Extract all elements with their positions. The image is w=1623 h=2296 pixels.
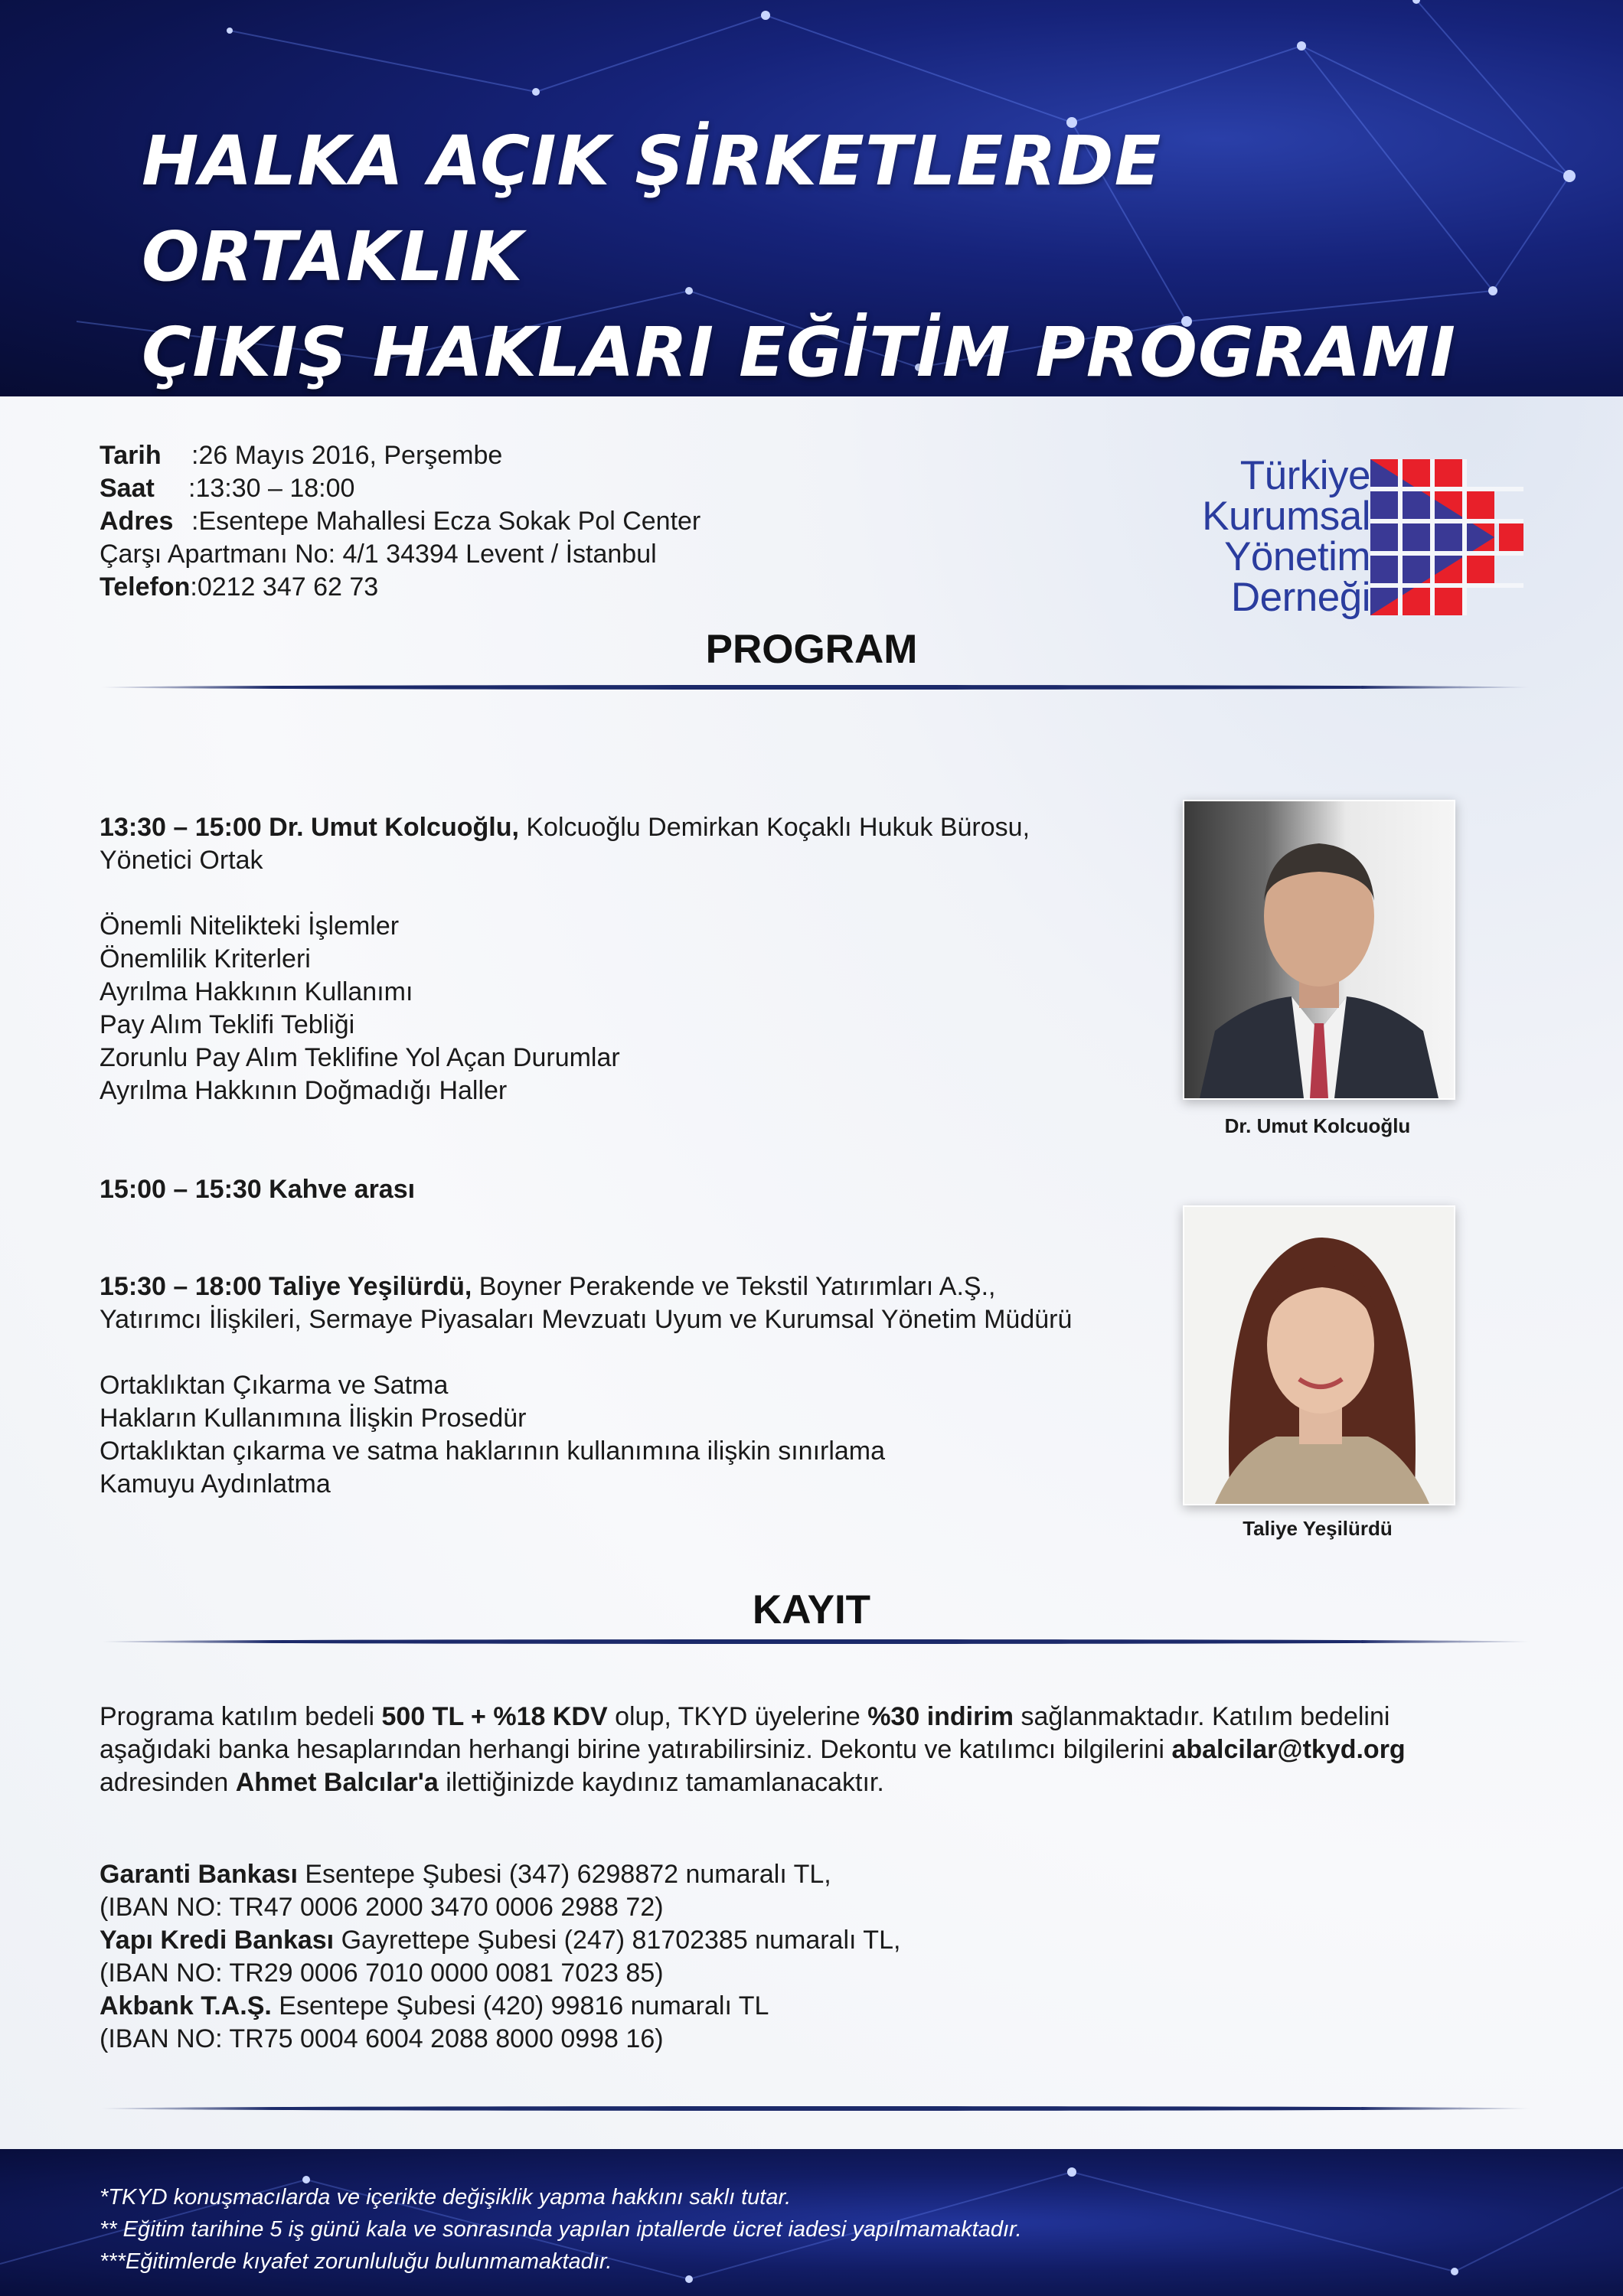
title-line-1: HALKA AÇIK ŞİRKETLERDE ORTAKLIK	[142, 121, 1162, 296]
portrait-woman	[1184, 1207, 1454, 1504]
bank-accounts	[100, 1858, 1539, 2056]
event-info	[100, 439, 700, 604]
portrait-man	[1184, 801, 1454, 1098]
time-row	[100, 472, 700, 505]
bank-iban: (IBAN NO: TR75 0004 6004 2088 8000 0998 16)	[100, 2024, 664, 2053]
date-label: Tarih	[100, 441, 162, 470]
break-text: 15:00 – 15:30 Kahve arası	[100, 1175, 416, 1204]
reg-text: sağlanmaktadır. Katılım bedelini	[1014, 1702, 1390, 1731]
logo-line-3: Yönetim	[1224, 534, 1370, 579]
bank-name: Garanti Bankası	[100, 1860, 298, 1889]
photo-caption-umut: Dr. Umut Kolcuoğlu	[1224, 1114, 1411, 1137]
bank-iban: (IBAN NO: TR47 0006 2000 3470 0006 2988 72)	[100, 1893, 664, 1922]
list-item: Ayrılma Hakkının Kullanımı	[100, 977, 413, 1006]
footer-notes	[100, 2181, 1022, 2278]
list-item: Önemlilik Kriterleri	[100, 944, 311, 974]
footer-note-3: ***Eğitimlerde kıyafet zorunluluğu bulunmamaktadır.	[100, 2249, 612, 2274]
list-item: Ortaklıktan çıkarma ve satma haklarının kullanımına ilişkin sınırlama	[100, 1437, 886, 1466]
program-divider	[100, 685, 1531, 690]
header-banner	[0, 0, 1623, 396]
bank-row	[100, 1990, 1539, 2023]
contact-name: Ahmet Balcılar'a	[235, 1768, 439, 1797]
logo-line-1: Türkiye	[1239, 453, 1370, 498]
address-label: Adres	[100, 507, 174, 536]
reg-text: aşağıdaki banka hesaplarından herhangi birine yatırabilirsiniz. Dekontu ve katılımcı bilgilerini	[100, 1735, 1172, 1764]
session-2-affiliation: Boyner Perakende ve Tekstil Yatırımları A.Ş.,	[472, 1272, 996, 1301]
session-1	[100, 811, 1187, 1107]
address-value: :Esentepe Mahallesi Ecza Sokak Pol Center	[191, 507, 701, 536]
logo-line-2: Kurumsal	[1202, 494, 1370, 539]
phone-value: :0212 347 62 73	[190, 572, 379, 602]
bank-row	[100, 1858, 1539, 1891]
photo-caption-taliye: Taliye Yeşilürdü	[1243, 1517, 1393, 1540]
session-2-header	[100, 1270, 1248, 1303]
list-item: Zorunlu Pay Alım Teklifine Yol Açan Durumlar	[100, 1043, 620, 1072]
list-item: Ayrılma Hakkının Doğmadığı Haller	[100, 1076, 508, 1105]
reg-text: adresinden	[100, 1768, 236, 1797]
program-heading: PROGRAM	[705, 627, 918, 672]
logo-wordmark	[1202, 455, 1370, 618]
tkyd-logo	[1164, 455, 1531, 624]
time-label: Saat	[100, 474, 155, 503]
page-title	[142, 113, 1520, 396]
title-line-2: ÇIKIŞ HAKLARI EĞİTİM PROGRAMI	[142, 312, 1457, 392]
bank-name: Akbank T.A.Ş.	[100, 1991, 272, 2020]
list-item: Kamuyu Aydınlatma	[100, 1469, 331, 1499]
address-row	[100, 505, 700, 538]
bank-iban: (IBAN NO: TR29 0006 7010 0000 0081 7023 85)	[100, 1958, 664, 1988]
session-1-header	[100, 811, 1187, 844]
contact-email: abalcilar@tkyd.org	[1171, 1735, 1406, 1764]
session-1-affiliation-2: Yönetici Ortak	[100, 846, 263, 875]
list-item: Hakların Kullanımına İlişkin Prosedür	[100, 1404, 527, 1433]
bank-detail: Esentepe Şubesi (420) 99816 numaralı TL	[271, 1991, 769, 2020]
speaker-photo-umut	[1183, 800, 1455, 1100]
session-1-time-speaker: 13:30 – 15:00 Dr. Umut Kolcuoğlu,	[100, 813, 519, 842]
phone-label: Telefon	[100, 572, 191, 602]
bank-name: Yapı Kredi Bankası	[100, 1926, 335, 1955]
logo-grid-icon	[1370, 459, 1523, 620]
logo-line-4: Derneği	[1230, 575, 1370, 620]
bank-row	[100, 1924, 1539, 1957]
discount-amount: %30 indirim	[867, 1702, 1014, 1731]
registration-text	[100, 1701, 1539, 1799]
session-2-affiliation-2: Yatırımcı İlişkileri, Sermaye Piyasaları Mevzuatı Uyum ve Kurumsal Yönetim Müdürü	[100, 1305, 1073, 1334]
speaker-photo-taliye	[1183, 1205, 1455, 1505]
registration-divider	[100, 1639, 1531, 1644]
reg-text: ilettiğinizde kaydınız tamamlanacaktır.	[438, 1768, 884, 1797]
session-1-affiliation: Kolcuoğlu Demirkan Koçaklı Hukuk Bürosu,	[518, 813, 1030, 842]
phone-row	[100, 571, 700, 604]
bank-detail: Esentepe Şubesi (347) 6298872 numaralı TL,	[297, 1860, 831, 1889]
coffee-break	[100, 1173, 1187, 1206]
session-2-time-speaker: 15:30 – 18:00 Taliye Yeşilürdü,	[100, 1272, 472, 1301]
list-item: Önemli Nitelikteki İşlemler	[100, 912, 400, 941]
list-item: Pay Alım Teklifi Tebliği	[100, 1010, 355, 1039]
reg-text: Programa katılım bedeli	[100, 1702, 382, 1731]
date-row	[100, 439, 700, 472]
address-line-2: Çarşı Apartmanı No: 4/1 34394 Levent / İstanbul	[100, 540, 657, 569]
date-value: :26 Mayıs 2016, Perşembe	[191, 441, 503, 470]
reg-text: olup, TKYD üyelerine	[607, 1702, 868, 1731]
session-2	[100, 1270, 1248, 1501]
time-value: :13:30 – 18:00	[188, 474, 355, 503]
bank-detail: Gayrettepe Şubesi (247) 81702385 numaralı TL,	[334, 1926, 901, 1955]
fee-amount: 500 TL + %18 KDV	[381, 1702, 608, 1731]
list-item: Ortaklıktan Çıkarma ve Satma	[100, 1371, 449, 1400]
footer-note-1: *TKYD konuşmacılarda ve içerikte değişiklik yapma hakkını saklı tutar.	[100, 2185, 792, 2210]
registration-heading: KAYIT	[752, 1587, 871, 1632]
footer-note-2: ** Eğitim tarihine 5 iş günü kala ve sonrasında yapılan iptallerde ücret iadesi yapılmamaktadır.	[100, 2217, 1022, 2242]
footer-divider	[100, 2106, 1531, 2111]
